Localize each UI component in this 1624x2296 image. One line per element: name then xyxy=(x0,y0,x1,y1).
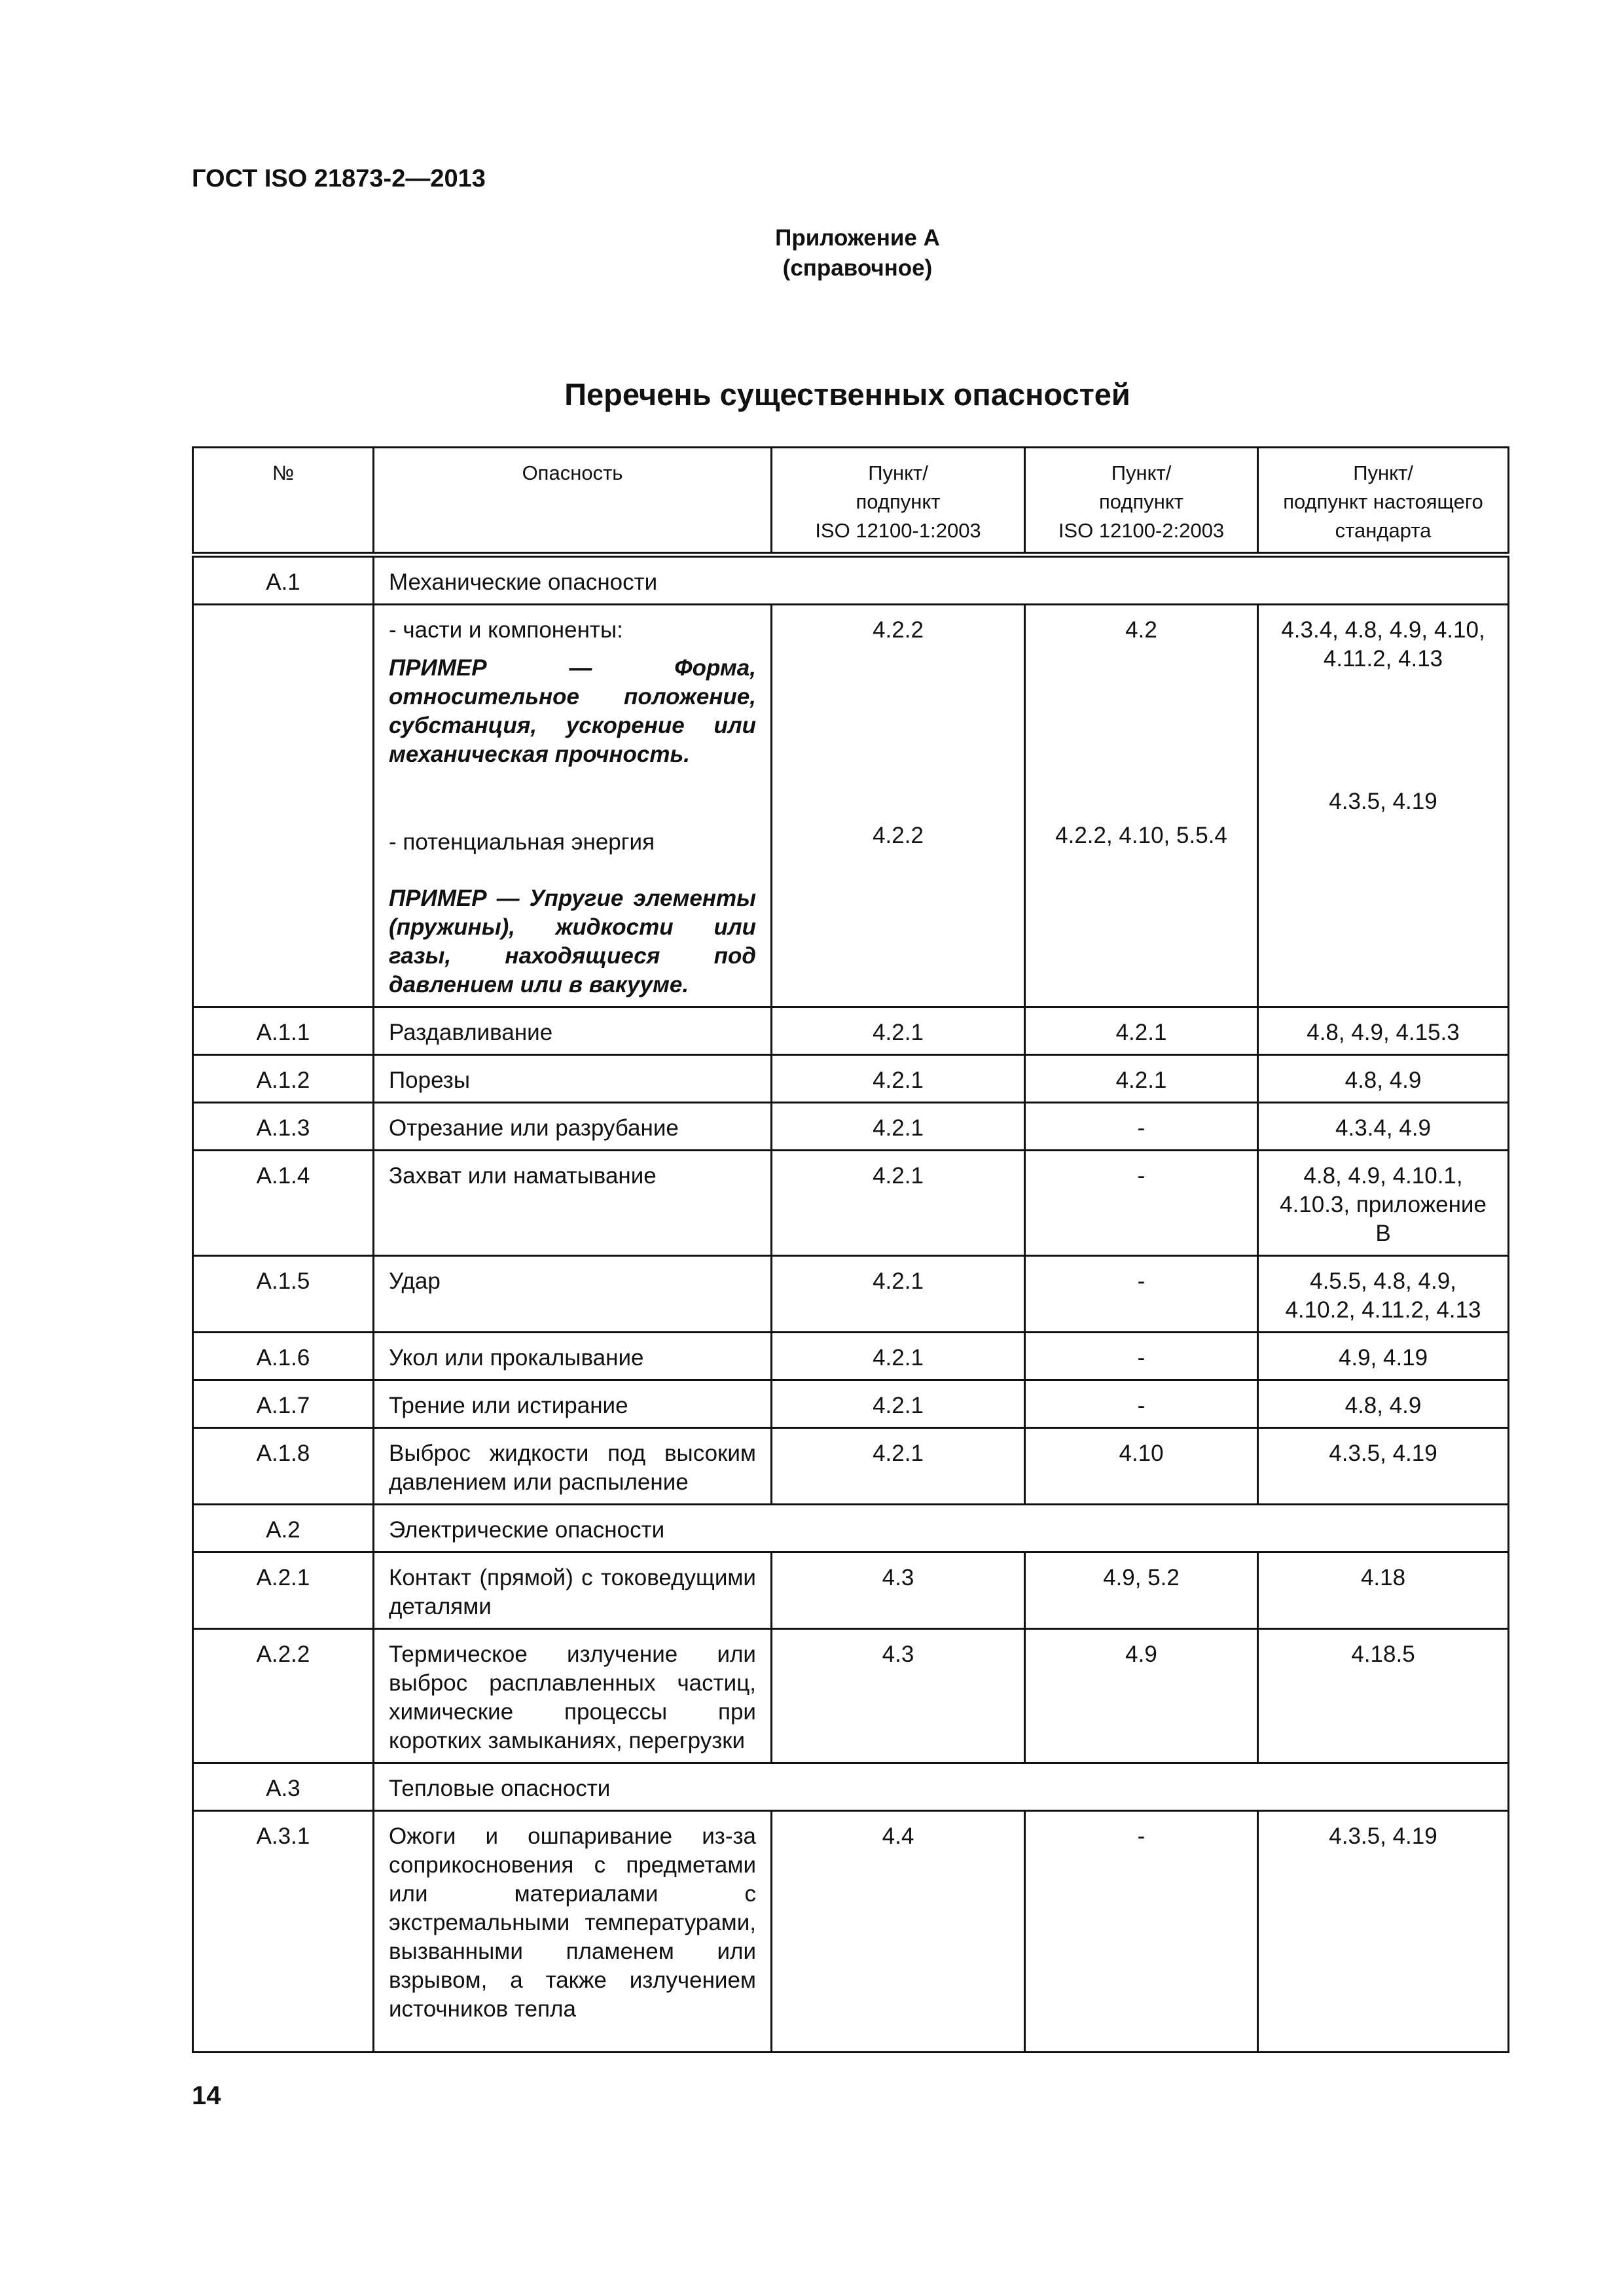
appendix-label: Приложение А xyxy=(775,225,940,251)
table-row xyxy=(193,1151,1509,1256)
row-standard: 4.3.5, 4.19 xyxy=(1258,1811,1509,2053)
iso2-value: 4.2.2, 4.10, 5.5.4 xyxy=(1055,823,1227,848)
table-row xyxy=(193,1380,1509,1428)
row-hazard: Раздавливание xyxy=(374,1007,772,1055)
row-hazard: Ожоги и ошпаривание из-за соприкосновения с предметами или материалами с экстремальными температурами, вызванными пламенем или взрывом, а также излучением источников тепла xyxy=(374,1811,772,2053)
section-row xyxy=(193,1505,1509,1552)
row-iso2: - xyxy=(1025,1256,1258,1333)
row-num: А.1.5 xyxy=(193,1256,374,1333)
row-standard: 4.8, 4.9, 4.10.1, 4.10.3, приложение В xyxy=(1258,1151,1509,1256)
example-note: ПРИМЕР — Упругие элементы (пружины), жидкости или газы, находящиеся под давлением или в вакууме. xyxy=(389,886,756,997)
iso1-value: 4.2.2 xyxy=(873,617,924,643)
row-num xyxy=(193,605,374,1007)
row-standard: 4.8, 4.9 xyxy=(1258,1055,1509,1103)
col-header-standard xyxy=(1258,448,1509,555)
row-hazard: Удар xyxy=(374,1256,772,1333)
table-row xyxy=(193,1256,1509,1333)
section-title: Электрические опасности xyxy=(374,1505,1509,1552)
example-note: ПРИМЕР — Форма, относительное положение, субстанция, ускорение или механическая прочность. xyxy=(389,655,756,767)
hazard-item: - части и компоненты: xyxy=(389,617,623,643)
hazard-item: - потенциальная энергия xyxy=(389,829,655,855)
row-iso2: - xyxy=(1025,1333,1258,1380)
row-num: А.1.1 xyxy=(193,1007,374,1055)
table-row xyxy=(193,1552,1509,1629)
row-iso1: 4.2.1 xyxy=(772,1428,1025,1505)
row-standard: 4.9, 4.19 xyxy=(1258,1333,1509,1380)
row-iso1: 4.3 xyxy=(772,1552,1025,1629)
row-standard: 4.3.5, 4.19 xyxy=(1258,1428,1509,1505)
row-standard: 4.8, 4.9 xyxy=(1258,1380,1509,1428)
row-standard: 4.8, 4.9, 4.15.3 xyxy=(1258,1007,1509,1055)
row-hazard: Трение или истирание xyxy=(374,1380,772,1428)
header-line: подпункт настоящего xyxy=(1283,490,1483,513)
row-num: А.2 xyxy=(193,1505,374,1552)
standard-value: 4.3.4, 4.8, 4.9, 4.10, 4.11.2, 4.13 xyxy=(1281,617,1485,672)
row-iso1: 4.2.1 xyxy=(772,1103,1025,1151)
table-row xyxy=(193,1055,1509,1103)
table-row xyxy=(193,605,1509,1007)
row-standard: 4.18.5 xyxy=(1258,1629,1509,1763)
row-iso2: - xyxy=(1025,1380,1258,1428)
row-iso2: - xyxy=(1025,1151,1258,1256)
iso1-value: 4.2.2 xyxy=(873,823,924,848)
row-hazard xyxy=(374,605,772,1007)
row-num: А.2.1 xyxy=(193,1552,374,1629)
header-line: ISO 12100-1:2003 xyxy=(815,519,981,542)
row-iso1: 4.2.1 xyxy=(772,1256,1025,1333)
row-iso2: 4.9, 5.2 xyxy=(1025,1552,1258,1629)
row-num: А.1.3 xyxy=(193,1103,374,1151)
row-standard: 4.5.5, 4.8, 4.9, 4.10.2, 4.11.2, 4.13 xyxy=(1258,1256,1509,1333)
standard-value: 4.3.5, 4.19 xyxy=(1329,789,1437,814)
row-iso2 xyxy=(1025,605,1258,1007)
row-hazard: Порезы xyxy=(374,1055,772,1103)
row-hazard: Отрезание или разрубание xyxy=(374,1103,772,1151)
table-header-row xyxy=(193,448,1509,555)
row-iso2: 4.10 xyxy=(1025,1428,1258,1505)
header-line: Пункт/ xyxy=(1353,461,1413,484)
table-row xyxy=(193,1007,1509,1055)
appendix-type: (справочное) xyxy=(782,255,933,281)
table-row xyxy=(193,1333,1509,1380)
row-iso2: 4.2.1 xyxy=(1025,1007,1258,1055)
section-row xyxy=(193,1763,1509,1811)
row-num: А.1 xyxy=(193,555,374,605)
row-hazard: Укол или прокалывание xyxy=(374,1333,772,1380)
header-line: Пункт/ xyxy=(1111,461,1172,484)
document-id: ГОСТ ISO 21873-2—2013 xyxy=(192,165,486,192)
row-num: А.1.8 xyxy=(193,1428,374,1505)
table-row xyxy=(193,1629,1509,1763)
row-iso1: 4.3 xyxy=(772,1629,1025,1763)
row-standard: 4.18 xyxy=(1258,1552,1509,1629)
table-row xyxy=(193,1103,1509,1151)
row-iso1 xyxy=(772,605,1025,1007)
header-line: Пункт/ xyxy=(868,461,928,484)
row-iso1: 4.2.1 xyxy=(772,1333,1025,1380)
header-line: подпункт xyxy=(1099,490,1183,513)
row-iso1: 4.2.1 xyxy=(772,1151,1025,1256)
row-num: А.3 xyxy=(193,1763,374,1811)
table-row xyxy=(193,1811,1509,2053)
header-line: подпункт xyxy=(856,490,941,513)
row-num: А.1.6 xyxy=(193,1333,374,1380)
row-iso2: - xyxy=(1025,1103,1258,1151)
hazards-table xyxy=(192,446,1509,2053)
row-hazard: Термическое излучение или выброс расплавленных частиц, химические процессы при коротких замыканиях, перегрузки xyxy=(374,1629,772,1763)
table-row xyxy=(193,1428,1509,1505)
row-iso1: 4.2.1 xyxy=(772,1007,1025,1055)
header-line: стандарта xyxy=(1335,519,1432,542)
row-standard: 4.3.4, 4.9 xyxy=(1258,1103,1509,1151)
col-header-hazard: Опасность xyxy=(374,448,772,555)
row-hazard: Контакт (прямой) с токоведущими деталями xyxy=(374,1552,772,1629)
col-header-num: № xyxy=(193,448,374,555)
row-iso2: 4.9 xyxy=(1025,1629,1258,1763)
row-num: А.1.7 xyxy=(193,1380,374,1428)
row-num: А.1.2 xyxy=(193,1055,374,1103)
row-iso2: - xyxy=(1025,1811,1258,2053)
row-num: А.2.2 xyxy=(193,1629,374,1763)
section-row xyxy=(193,555,1509,605)
row-iso1: 4.4 xyxy=(772,1811,1025,2053)
row-iso2: 4.2.1 xyxy=(1025,1055,1258,1103)
row-num: А.3.1 xyxy=(193,1811,374,2053)
header-line: ISO 12100-2:2003 xyxy=(1058,519,1225,542)
iso2-value: 4.2 xyxy=(1125,617,1157,643)
row-iso1: 4.2.1 xyxy=(772,1380,1025,1428)
page-title: Перечень существенных опасностей xyxy=(564,377,1130,412)
section-title: Механические опасности xyxy=(374,555,1509,605)
row-hazard: Захват или наматывание xyxy=(374,1151,772,1256)
section-title: Тепловые опасности xyxy=(374,1763,1509,1811)
row-iso1: 4.2.1 xyxy=(772,1055,1025,1103)
row-num: А.1.4 xyxy=(193,1151,374,1256)
page-number: 14 xyxy=(192,2081,221,2110)
row-hazard: Выброс жидкости под высоким давлением или распыление xyxy=(374,1428,772,1505)
col-header-iso1 xyxy=(772,448,1025,555)
col-header-iso2 xyxy=(1025,448,1258,555)
row-standard xyxy=(1258,605,1509,1007)
